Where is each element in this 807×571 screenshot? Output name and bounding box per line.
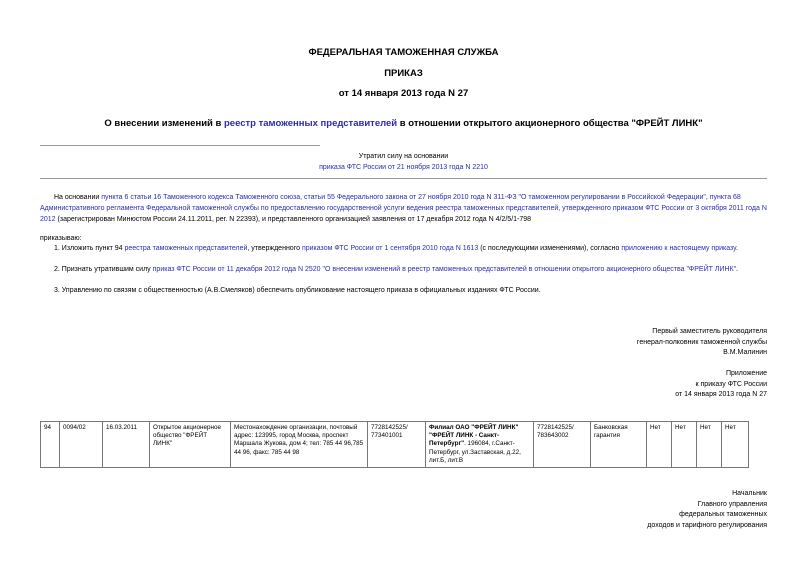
item2-repealed-order-link[interactable]: приказ ФТС России от 11 декабря 2012 года N 2520 "О внесении изменений в реестр таможенных представителей в отношении открытого акционерного общества "ФРЕЙТ ЛИНК" — [152, 266, 737, 273]
preamble-p1: На основании — [54, 194, 102, 201]
title-post: в отношении открытого акционерного общества "ФРЕЙТ ЛИНК" — [397, 118, 703, 129]
cell-guarantee: Банковская гарантия — [591, 422, 647, 468]
order-word: приказываю: — [40, 235, 82, 242]
branch-rest: . 196084, г.Санкт-Петербург, ул.Заставская, д.22, лит.Б, лит.В — [429, 440, 521, 464]
item1-appendix-link[interactable]: приложению к настоящему приказу — [621, 245, 736, 252]
status-line: Утратил силу на основании — [358, 153, 449, 160]
item2-a: 2. Признать утратившим силу — [54, 266, 153, 273]
doc-title — [0, 118, 807, 129]
appendix-line-3: от 14 января 2013 года N 27 — [675, 391, 767, 398]
divider-bottom — [40, 178, 767, 179]
order-item-1 — [54, 243, 767, 254]
status-link-wrap — [0, 162, 807, 173]
order-item-3: 3. Управлению по связям с общественностью (А.В.Смеляков) обеспечить опубликование настоящего приказа в официальных изданиях ФТС России. — [54, 287, 541, 294]
footer-line-2: Главного управления — [697, 500, 767, 508]
signature-line-1: Первый заместитель руководителя — [652, 328, 767, 335]
status-repeal-link[interactable]: приказа ФТС России от 21 ноября 2013 года N 2210 — [319, 164, 488, 171]
footer-line-3: федеральных таможенных — [679, 511, 767, 518]
table-row — [41, 422, 749, 468]
cell-inn: 7728142525/ 773401001 — [368, 422, 426, 468]
item1-c: (с последующими изменениями), согласно — [478, 245, 622, 252]
cell-n3: Нет — [697, 422, 722, 468]
cell-n1: Нет — [647, 422, 672, 468]
cell-name: Открытое акционерное общество "ФРЕЙТ ЛИНК" — [150, 422, 231, 468]
doc-date: от 14 января 2013 года N 27 — [338, 88, 469, 99]
register-table — [40, 421, 749, 468]
cell-num: 94 — [41, 422, 60, 468]
preamble-p2: (зарегистрирован Минюстом России 24.11.2011, рег. N 22393), и представленного организацией заявления от 17 декабря 2012 года N 4/2/5/1-798 — [55, 216, 532, 223]
preamble-legal-link[interactable]: пункта 6 статьи 16 Таможенного кодекса Таможенного союза, статьи 55 Федерального закона от 27 ноября 2010 года N 311-ФЗ "О таможенном регулировании в Российской Федерации", пункта 68 Административного регламента Федеральной таможенной службы по предоставлению государственной услуги ведения реестра таможенных представителей, утвержденного приказом ФТС России от 3 октября 2011 года N 2012 — [40, 194, 767, 223]
item1-order-link[interactable]: приказом ФТС России от 1 сентября 2010 года N 1613 — [301, 245, 479, 252]
item2-b: . — [736, 266, 739, 273]
agency-name: ФЕДЕРАЛЬНАЯ ТАМОЖЕННАЯ СЛУЖБА — [308, 47, 499, 58]
item1-b: , утвержденного — [247, 245, 302, 252]
cell-address: Местонахождение организации, почтовый адрес: 123995, город Москва, проспект Маршала Жукова, дом 4; тел: 785 44 96,785 44 96, факс: 785 44 98 — [231, 422, 368, 468]
footer-line-1: Начальник — [732, 490, 767, 497]
title-register-link[interactable]: реестр таможенных представителей — [224, 118, 398, 129]
divider-top — [40, 145, 320, 146]
cell-n2: Нет — [672, 422, 697, 468]
appendix-line-2: к приказу ФТС России — [695, 380, 767, 388]
cell-branch-inn: 7728142525/ 783643002 — [534, 422, 591, 468]
footer-line-4: доходов и тарифного регулирования — [647, 521, 767, 529]
item1-a: 1. Изложить пункт 94 — [54, 245, 125, 252]
preamble-paragraph — [40, 192, 767, 225]
doc-type: ПРИКАЗ — [384, 68, 423, 79]
appendix-block — [675, 369, 767, 401]
order-item-2 — [54, 264, 767, 275]
cell-branch — [426, 422, 534, 468]
title-pre: О внесении изменений в — [104, 118, 224, 129]
signature-line-2: генерал-полковник таможенной службы — [636, 338, 767, 346]
appendix-line-1: Приложение — [725, 370, 767, 377]
cell-reg: 0094/02 — [60, 422, 103, 468]
branch-bold: Филиал ОАО "ФРЕЙТ ЛИНК" "ФРЕЙТ ЛИНК - Санкт-Петербург" — [429, 424, 519, 448]
item1-d: . — [735, 245, 738, 252]
signature-block — [637, 327, 767, 359]
footer-block — [647, 489, 767, 531]
cell-n4: Нет — [722, 422, 749, 468]
item1-register-link[interactable]: реестра таможенных представителей — [124, 245, 248, 252]
signature-line-3: В.М.Малинин — [723, 349, 767, 356]
cell-date: 16.03.2011 — [103, 422, 150, 468]
